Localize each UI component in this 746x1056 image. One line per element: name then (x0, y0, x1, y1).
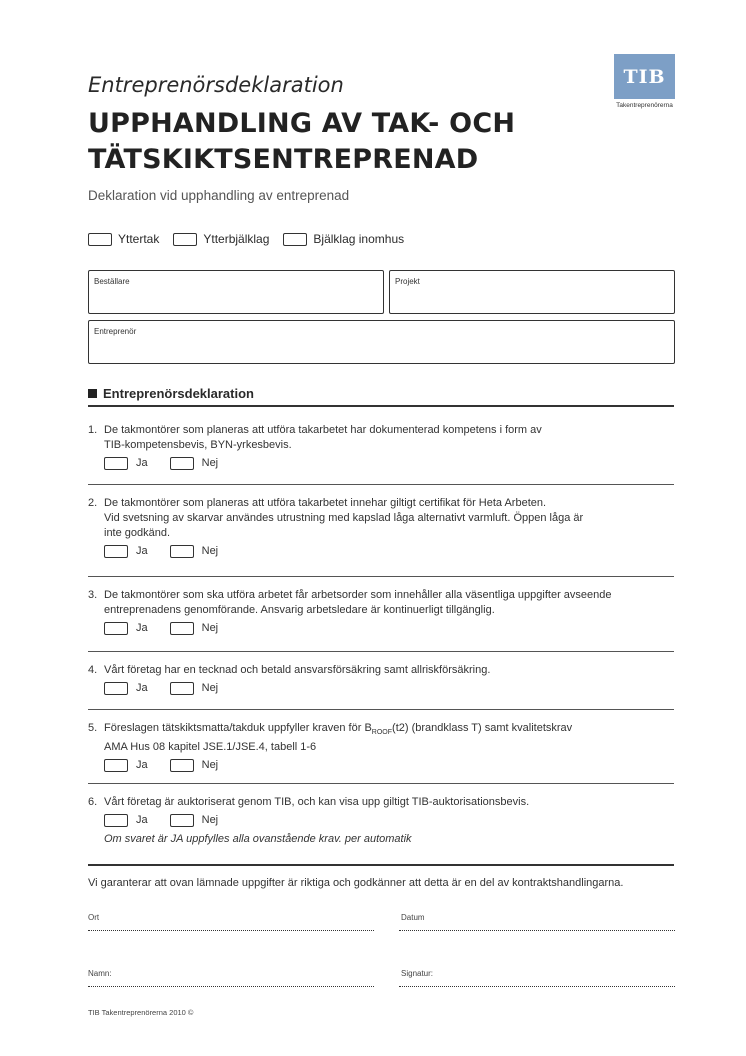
question-3 (88, 588, 674, 636)
answer-yes[interactable] (104, 456, 148, 471)
answer-label: Ja (136, 682, 148, 694)
question-number: 3. (88, 589, 98, 601)
answer-label: Nej (201, 622, 219, 634)
question-line: AMA Hus 08 kapitel JSE.1/JSE.4, tabell 1-6 (104, 741, 317, 754)
separator-thick (88, 864, 674, 866)
answer-options (104, 758, 674, 773)
answer-label: Ja (136, 457, 148, 469)
contractor-label: Entreprenör (94, 327, 137, 336)
project-field[interactable] (389, 270, 675, 314)
question-text-part: Föreslagen tätskiktsmatta/takduk uppfyller kraven för B (104, 722, 372, 734)
question-number: 6. (88, 796, 98, 808)
question-text (104, 721, 674, 755)
question-number: 4. (88, 664, 98, 676)
type-label: Yttertak (118, 232, 160, 246)
question-line: TIB-kompetensbevis, BYN-yrkesbevis. (104, 439, 292, 451)
answer-options (104, 544, 674, 559)
answer-label: Nej (201, 759, 219, 772)
answer-no[interactable] (170, 758, 219, 773)
answer-label: Ja (136, 545, 148, 557)
answer-no[interactable] (170, 544, 219, 559)
type-option-bjalklag-inomhus[interactable] (283, 232, 404, 246)
question-1 (88, 423, 674, 471)
logo-box (614, 54, 675, 99)
question-note: Om svaret är JA uppfylles alla ovanstående krav. per automatik (104, 833, 412, 845)
document-description: Deklaration vid upphandling av entreprenad (88, 188, 350, 203)
section-heading (88, 386, 674, 407)
checkbox[interactable] (104, 622, 128, 635)
checkbox[interactable] (104, 759, 128, 772)
checkbox[interactable] (104, 682, 128, 695)
type-label: Bjälklag inomhus (313, 232, 405, 246)
question-text (104, 663, 674, 678)
checkbox[interactable] (170, 545, 194, 558)
separator (88, 709, 674, 710)
answer-label: Ja (136, 622, 148, 634)
signature-line[interactable] (399, 986, 675, 987)
tib-logo (614, 54, 675, 109)
checkbox[interactable] (283, 233, 307, 246)
type-label: Ytterbjälklag (203, 232, 270, 246)
document-kicker: Entreprenörsdeklaration (88, 73, 344, 97)
question-line: Vid svetsning av skarvar användes utrustning med kapslad låga alternativt varmluft. Öppen låga är (104, 512, 584, 524)
answer-no[interactable] (170, 621, 219, 636)
separator (88, 576, 674, 577)
answer-options (104, 681, 674, 696)
question-text (104, 795, 674, 810)
checkbox[interactable] (88, 233, 112, 246)
question-2 (88, 496, 674, 559)
orderer-field[interactable] (88, 270, 384, 314)
answer-label: Nej (201, 682, 219, 694)
answer-label: Nej (201, 457, 219, 469)
question-text (104, 423, 674, 453)
checkbox[interactable] (170, 622, 194, 635)
checkbox[interactable] (170, 457, 194, 470)
answer-options (104, 813, 674, 828)
checkbox[interactable] (104, 457, 128, 470)
logo-subtitle: Takentreprenörerna (616, 102, 673, 109)
square-bullet-icon (88, 389, 97, 398)
answer-yes[interactable] (104, 758, 148, 773)
question-line: inte godkänd. (104, 527, 171, 539)
date-label: Datum (401, 913, 425, 922)
contractor-field[interactable] (88, 320, 675, 364)
question-line: Vårt företag är auktoriserat genom TIB, och kan visa upp giltigt TIB-auktorisationsbevis. (104, 796, 530, 808)
answer-yes[interactable] (104, 621, 148, 636)
signature-label: Signatur: (401, 969, 434, 978)
question-6 (88, 795, 674, 847)
answer-no[interactable] (170, 681, 219, 696)
name-line[interactable] (88, 986, 374, 987)
question-number: 5. (88, 722, 98, 734)
question-4 (88, 663, 674, 696)
answer-no[interactable] (170, 813, 219, 828)
title-line-2: TÄTSKIKTSENTREPRENAD (88, 144, 479, 175)
separator (88, 651, 674, 652)
guarantee-text: Vi garanterar att ovan lämnade uppgifter är riktiga och godkänner att detta är en del av kontraktshandlingarna. (88, 877, 624, 889)
question-line: De takmontörer som planeras att utföra takarbetet har dokumenterad kompetens i form av (104, 424, 542, 436)
title-line-1: UPPHANDLING AV TAK- OCH (88, 108, 516, 139)
question-line: entreprenadens genomförande. Ansvarig arbetsledare är kontinuerligt tillgänglig. (104, 604, 495, 616)
roof-type-options (88, 232, 418, 246)
type-option-yttertak[interactable] (88, 232, 159, 246)
question-line: Vårt företag har en tecknad och betald ansvarsförsäkring samt allriskförsäkring. (104, 664, 491, 676)
answer-yes[interactable] (104, 681, 148, 696)
separator (88, 783, 674, 784)
footer-copyright: TIB Takentreprenörerna 2010 © (88, 1008, 194, 1017)
question-number: 2. (88, 497, 98, 509)
question-line: De takmontörer som planeras att utföra takarbetet innehar giltigt certifikat för Heta Arbeten. (104, 497, 547, 509)
checkbox[interactable] (170, 814, 194, 827)
place-label: Ort (88, 913, 100, 922)
answer-label: Nej (201, 814, 219, 826)
subscript-roof: ROOF (371, 729, 393, 737)
name-label: Namn: (88, 969, 112, 978)
question-line (104, 721, 674, 740)
checkbox[interactable] (170, 759, 194, 772)
checkbox[interactable] (104, 545, 128, 558)
answer-label: Ja (136, 814, 148, 826)
place-line[interactable] (88, 930, 374, 931)
answer-yes[interactable] (104, 813, 148, 828)
answer-no[interactable] (170, 456, 219, 471)
checkbox[interactable] (170, 682, 194, 695)
answer-label: Ja (136, 759, 148, 772)
type-option-ytterbjalklag[interactable] (173, 232, 269, 246)
answer-options (104, 456, 674, 471)
question-number: 1. (88, 424, 98, 436)
section-title: Entreprenörsdeklaration (103, 386, 254, 401)
project-label: Projekt (395, 277, 420, 286)
question-line: De takmontörer som ska utföra arbetet får arbetsorder som innehåller alla väsentliga uppgifter avseende (104, 589, 612, 601)
question-text-part: (t2) (brandklass T) samt kvalitetskrav (392, 722, 573, 734)
question-5 (88, 721, 674, 773)
checkbox[interactable] (104, 814, 128, 827)
answer-yes[interactable] (104, 544, 148, 559)
checkbox[interactable] (173, 233, 197, 246)
date-line[interactable] (399, 930, 675, 931)
orderer-label: Beställare (94, 277, 130, 286)
answer-label: Nej (201, 545, 219, 557)
answer-options (104, 621, 674, 636)
question-text (104, 496, 674, 541)
question-text (104, 588, 674, 618)
logo-text: TIB (623, 65, 666, 88)
document-title (88, 106, 515, 178)
separator (88, 484, 674, 485)
